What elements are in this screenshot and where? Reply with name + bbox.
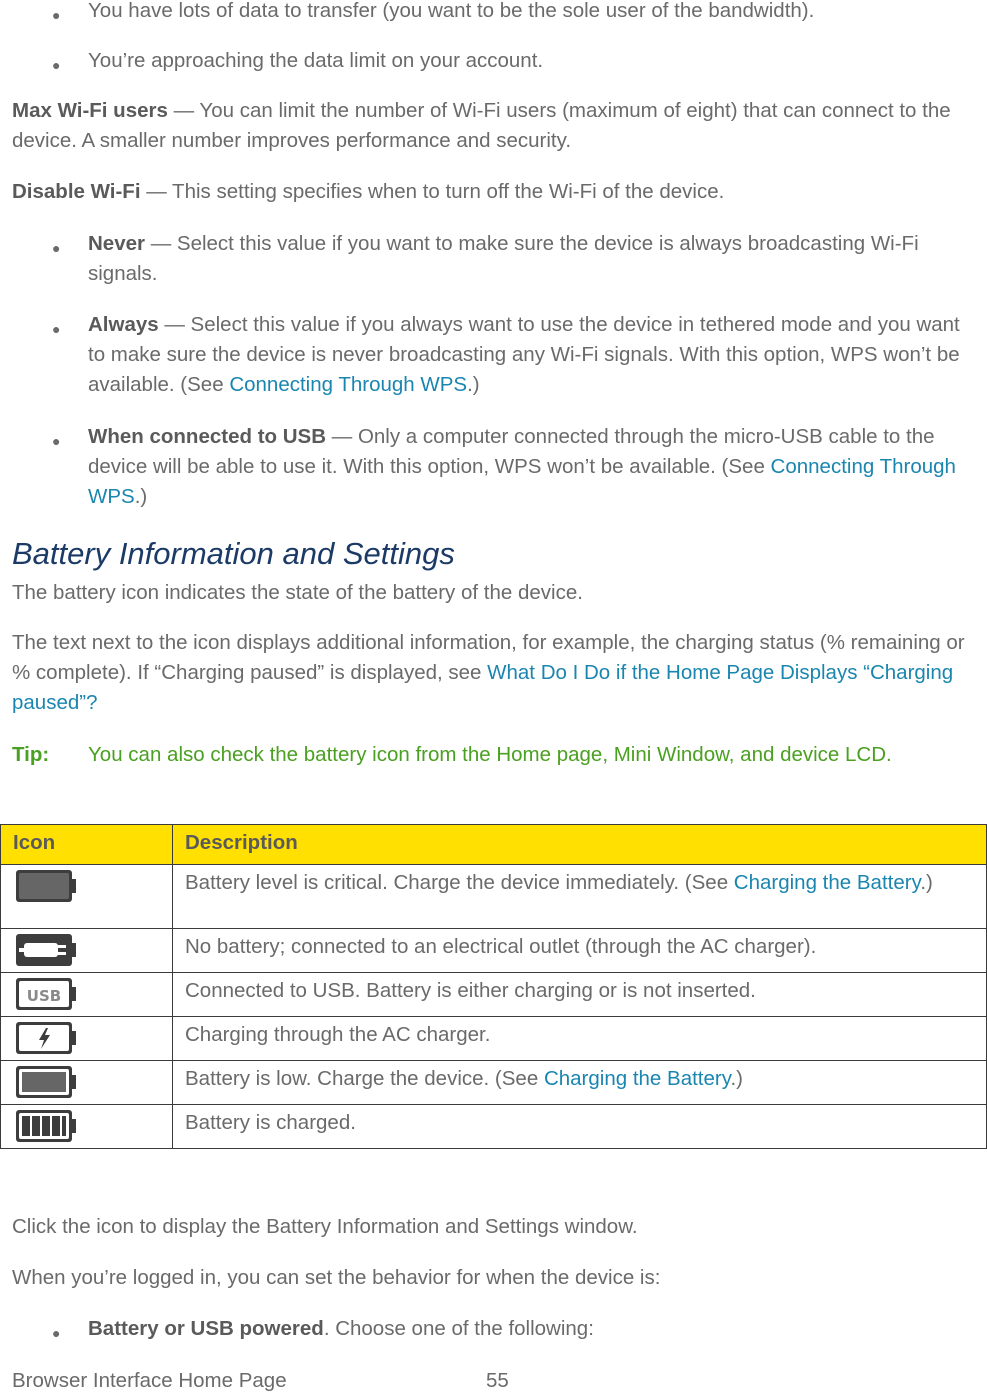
bullet-dot: ● [52,1325,61,1341]
intro-paragraph-1: The battery icon indicates the state of the battery of the device. [12,581,583,604]
icon-cell [1,1017,173,1061]
description-cell [173,1061,987,1105]
after-table-paragraph-1: Click the icon to display the Battery Information and Settings window. [12,1215,638,1238]
option-text: — Only a computer connected through the micro-USB cable to the device will be able to use it. With this option, WPS won’t be available. (See [88,425,935,478]
option-term: Battery or USB powered [88,1317,324,1340]
bullet-text: You have lots of data to transfer (you want to be the sole user of the bandwidth). [88,0,815,22]
disable-wifi-paragraph [12,177,973,207]
description-text: Charging through the AC charger. [185,1023,491,1046]
description-after: .) [730,1067,743,1090]
icon-cell [1,865,173,929]
table-row [1,865,987,929]
battery-low-icon [15,1065,77,1099]
connecting-wps-link[interactable]: Connecting Through WPS [88,455,956,508]
page-number: 55 [486,1369,509,1392]
column-header-description: Description [173,825,987,865]
option-text: — Select this value if you always want to use the device in tethered mode and you want to make sure the device is never broadcasting any Wi-Fi signals. With this option, WPS won’t be available. (See [88,313,960,396]
description-cell [173,865,987,929]
icon-cell [1,973,173,1017]
intro-text: The text next to the icon displays additional information, for example, the charging status (% remaining or % complete). If “Charging paused” is displayed, see [12,631,965,684]
option-text: — Select this value if you want to make sure the device is always broadcasting Wi-Fi signals. [88,232,919,285]
column-header-icon: Icon [1,825,173,865]
table-row [1,973,987,1017]
max-wifi-text: — You can limit the number of Wi-Fi users (maximum of eight) that can connect to the device. A smaller number improves performance and security. [12,99,951,152]
charging-paused-link[interactable]: What Do I Do if the Home Page Displays “Charging paused”? [12,661,954,714]
tip-text: You can also check the battery icon from the Home page, Mini Window, and device LCD. [88,743,892,766]
svg-text:USB: USB [26,987,62,1005]
tip-label: Tip: [12,743,50,766]
option-term: Always [88,313,159,336]
description-text: Battery is low. Charge the device. (See [185,1067,544,1090]
icon-cell [1,1061,173,1105]
icon-cell [1,929,173,973]
option-always [88,310,971,400]
description-text: Battery level is critical. Charge the device immediately. (See [185,871,734,894]
description-text: No battery; connected to an electrical outlet (through the AC charger). [185,935,817,958]
footer-title: Browser Interface Home Page [12,1369,287,1392]
option-term: Never [88,232,145,255]
description-cell [173,1017,987,1061]
table-header-row [1,825,987,865]
bullet-dot: ● [52,433,61,449]
option-text: . Choose one of the following: [323,1317,594,1340]
option-term: When connected to USB [88,425,327,448]
battery-charging-icon [15,1021,77,1055]
description-cell [173,929,987,973]
battery-critical-icon [15,869,77,903]
disable-wifi-text: — This setting specifies when to turn off the Wi-Fi of the device. [140,180,725,203]
battery-usb-powered-item [88,1314,971,1344]
max-wifi-paragraph [12,96,973,156]
battery-icon-table [0,824,987,1149]
charging-battery-link[interactable]: Charging the Battery [543,1067,731,1090]
option-after: .) [134,485,148,508]
intro-paragraph-2 [12,628,979,718]
charging-battery-link[interactable]: Charging the Battery [733,871,921,894]
option-after: .) [467,373,480,396]
table-row [1,1017,987,1061]
max-wifi-term: Max Wi-Fi users [12,99,168,122]
bullet-dot: ● [52,240,61,256]
bullet-text: You’re approaching the data limit on your account. [88,49,544,72]
table-row [1,1105,987,1149]
battery-usb-icon [15,977,77,1011]
description-cell [173,1105,987,1149]
connecting-wps-link[interactable]: Connecting Through WPS [229,373,468,396]
disable-wifi-term: Disable Wi-Fi [12,180,141,203]
battery-none-ac-icon [15,933,77,967]
description-text: Battery is charged. [185,1111,356,1134]
option-usb [88,422,971,512]
after-table-paragraph-2: When you’re logged in, you can set the behavior for when the device is: [12,1266,661,1289]
battery-full-icon [15,1109,77,1143]
table-row [1,1061,987,1105]
bullet-dot: ● [52,321,61,337]
bullet-dot: ● [52,7,61,23]
table-row [1,929,987,973]
bullet-dot: ● [52,57,61,73]
description-text: Connected to USB. Battery is either charging or is not inserted. [185,979,756,1002]
description-after: .) [920,871,933,894]
description-cell [173,973,987,1017]
option-never [88,229,971,289]
section-title: Battery Information and Settings [12,536,455,571]
icon-cell [1,1105,173,1149]
